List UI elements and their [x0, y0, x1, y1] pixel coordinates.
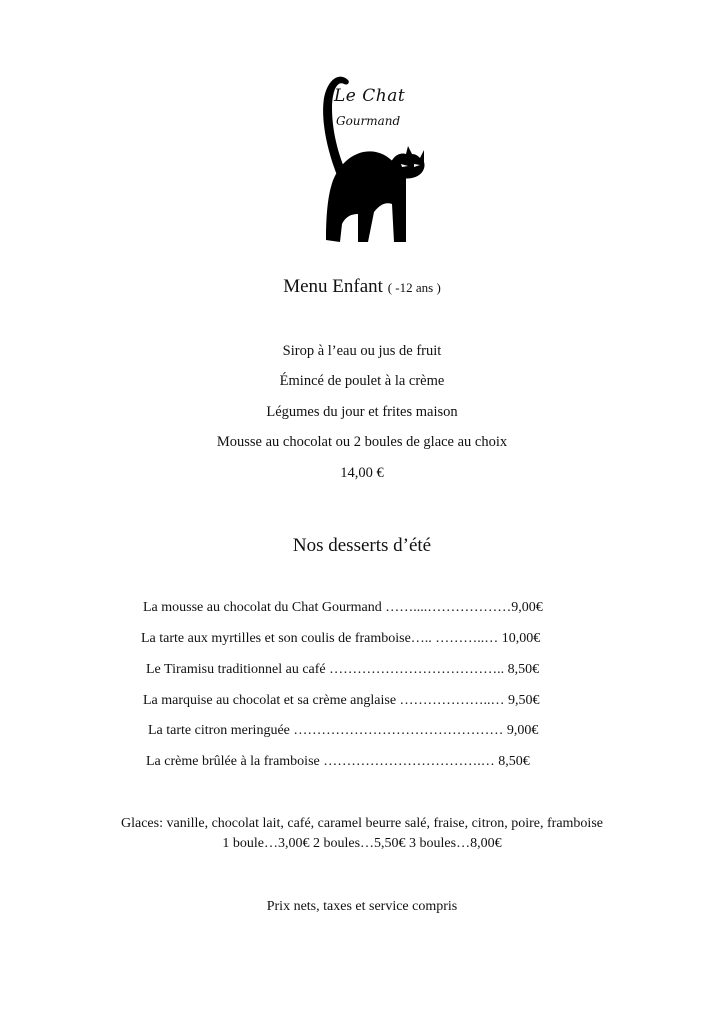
logo-text-line1: Le Chat [334, 86, 406, 106]
footer-note: Prix nets, taxes et service compris [266, 899, 458, 914]
menu-enfant-item: Légumes du jour et frites maison [266, 404, 458, 420]
menu-enfant-title: Menu Enfant [283, 276, 383, 297]
logo-text-line2: Gourmand [336, 114, 401, 128]
dessert-item: Le Tiramisu traditionnel au café ……………………………….. 8,50€ [146, 662, 540, 677]
glaces-flavours: Glaces: vanille, chocolat lait, café, caramel beurre salé, fraise, citron, poire, framboise [121, 816, 603, 831]
menu-enfant-item: Émincé de poulet à la crème [279, 373, 445, 389]
dessert-item: La marquise au chocolat et sa crème anglaise ………………..… 9,50€ [143, 693, 540, 708]
dessert-item: La tarte aux myrtilles et son coulis de framboise….. ………..… 10,00€ [141, 631, 541, 646]
dessert-item: La tarte citron meringuée ……………………………………… 9,00€ [148, 723, 539, 738]
glaces-prices: 1 boule…3,00€ 2 boules…5,50€ 3 boules…8,00€ [222, 836, 502, 851]
restaurant-logo [296, 64, 436, 242]
menu-enfant-item: Sirop à l’eau ou jus de fruit [282, 343, 442, 359]
menu-enfant-price: 14,00 € [340, 465, 384, 481]
desserts-heading: Nos desserts d’été [292, 535, 432, 556]
dessert-item: La crème brûlée à la framboise …………………………….… 8,50€ [146, 754, 530, 769]
dessert-item: La mousse au chocolat du Chat Gourmand ……....………………9,00€ [143, 600, 543, 615]
menu-enfant-item: Mousse au chocolat ou 2 boules de glace au choix [216, 434, 508, 450]
menu-enfant-heading [0, 276, 724, 298]
menu-enfant-subtitle: ( -12 ans ) [387, 280, 441, 295]
